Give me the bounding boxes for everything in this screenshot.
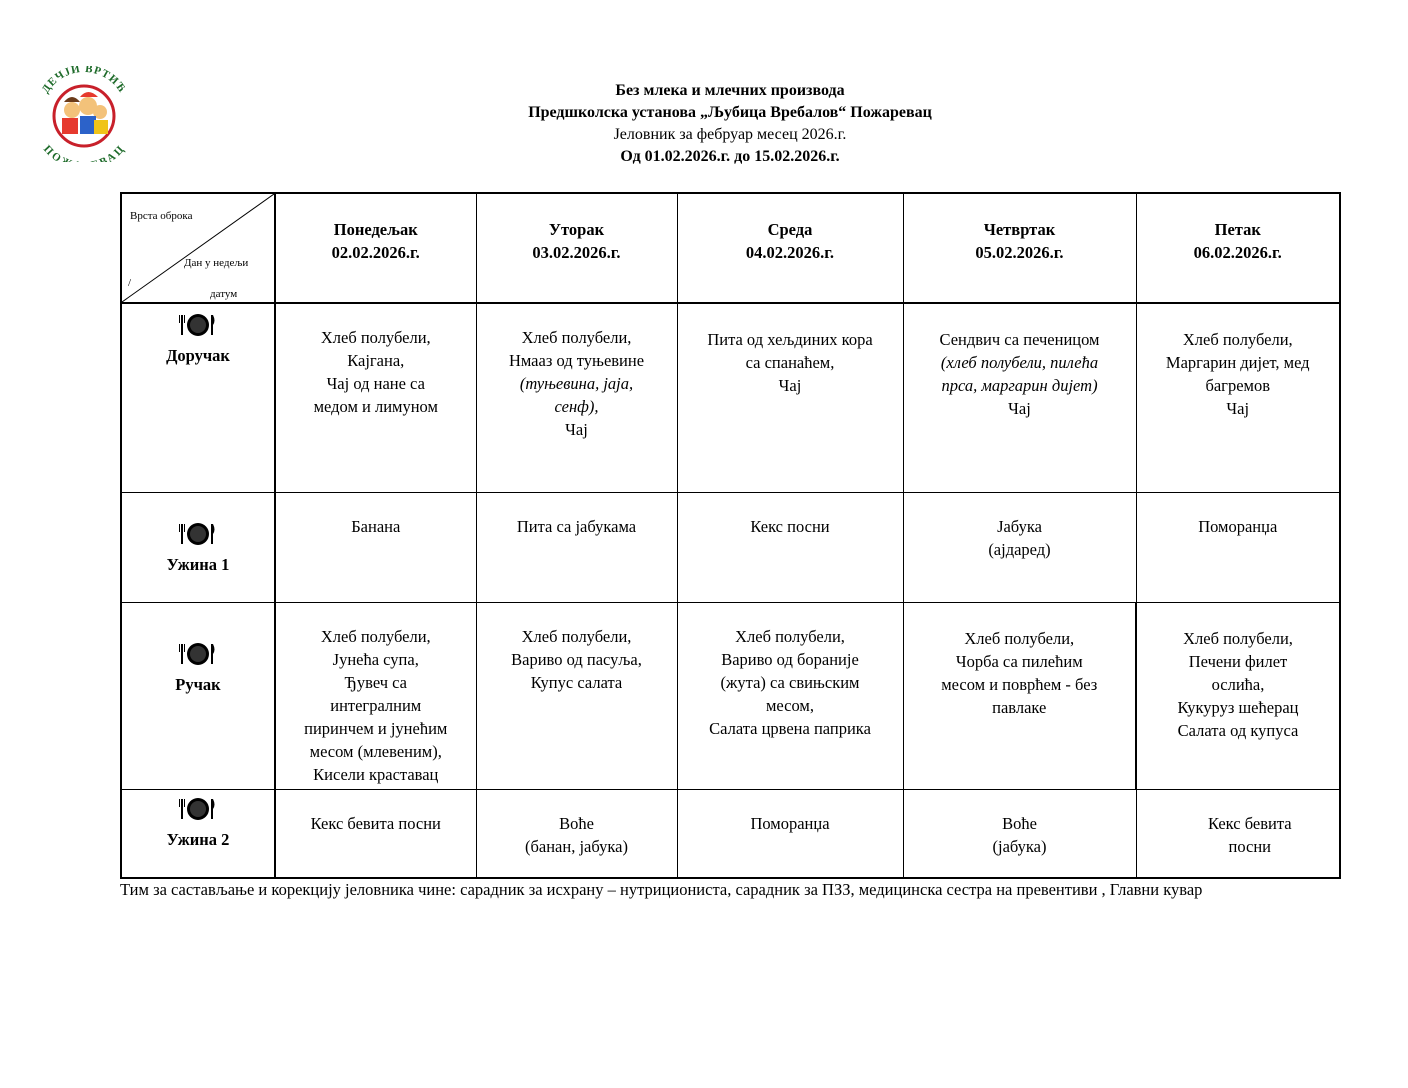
breakfast-friday: Хлеб полубели, Маргарин дијет, мед багремов Чај — [1136, 303, 1340, 492]
plate-cutlery-icon — [178, 796, 218, 822]
meal-label-snack-2: Ужина 2 — [121, 789, 275, 878]
breakfast-wednesday: Пита од хељдиних кора са спанаћем, Чај — [677, 303, 903, 492]
snack2-wednesday: Поморанџа — [677, 789, 903, 878]
header-institution: Предшколска установа „Љубица Вребалов“ Пожаревац — [528, 104, 932, 121]
snack2-friday: Кекс бевита посни — [1136, 789, 1340, 878]
day-header-monday: Понедељак 02.02.2026.г. — [275, 193, 476, 303]
snack2-tuesday: Воће (банан, јабука) — [476, 789, 677, 878]
plate-cutlery-icon — [178, 521, 218, 547]
snack2-thursday: Воће (јабука) — [903, 789, 1136, 878]
corner-meal-type: Врста оброка — [130, 210, 193, 222]
meal-label-breakfast: Доручак — [121, 303, 275, 492]
meal-row-snack-2 — [121, 789, 1340, 878]
day-header-wednesday: Среда 04.02.2026.г. — [677, 193, 903, 303]
header-diet-title: Без млека и млечних производа — [615, 82, 845, 99]
snack1-wednesday: Кекс посни — [677, 492, 903, 602]
corner-date: датум — [210, 288, 238, 300]
snack1-thursday: Јабука (ајдаред) — [903, 492, 1136, 602]
meal-label-snack-1: Ужина 1 — [121, 492, 275, 602]
menu-table — [120, 192, 1341, 879]
day-header-tuesday: Уторак 03.02.2026.г. — [476, 193, 677, 303]
snack2-monday: Кекс бевита посни — [275, 789, 476, 878]
kindergarten-logo — [28, 66, 140, 162]
corner-slash: / — [128, 277, 132, 289]
logo-bottom-text: ПО ВАЦ — [40, 143, 128, 162]
meal-row-snack-1 — [121, 492, 1340, 602]
lunch-friday: Хлеб полубели, Печени филет ослића, Кукуруз шећерац Салата од купуса — [1136, 602, 1340, 789]
meal-row-breakfast — [121, 303, 1340, 492]
corner-header-cell — [121, 193, 275, 303]
header-date-range: Од 01.02.2026.г. до 15.02.2026.г. — [620, 148, 840, 165]
corner-day-of-week: Дан у недељи — [184, 257, 249, 269]
breakfast-thursday: Сендвич са печеницом (хлеб полубели, пилећа прса, маргарин дијет) Чај — [903, 303, 1136, 492]
day-header-thursday: Четвртак 05.02.2026.г. — [903, 193, 1136, 303]
breakfast-monday: Хлеб полубели, Кајгана, Чај од нане са медом и лимуном — [275, 303, 476, 492]
meal-row-lunch — [121, 602, 1340, 789]
snack1-friday: Поморанџа — [1136, 492, 1340, 602]
lunch-monday: Хлеб полубели, Јунећа супа, Ђувеч са интегралним пиринчем и јунећим месом (млевеним), Кисели краставац — [275, 602, 476, 789]
day-header-friday: Петак 06.02.2026.г. — [1136, 193, 1340, 303]
document-header — [380, 80, 1080, 168]
breakfast-tuesday: Хлеб полубели, Нмааз од туњевине (туњевина, јаја, сенф), Чај — [476, 303, 677, 492]
logo-top-text: ДЕЧЈИ ВРТИЋ — [39, 66, 129, 96]
plate-cutlery-icon — [178, 312, 218, 338]
lunch-thursday: Хлеб полубели, Чорба са пилећим месом и поврћем - без павлаке — [903, 602, 1136, 789]
footer-team-note: Тим за састављање и корекцију јеловника чине: сарадник за исхрану – нутрициониста, сарадник за ПЗЗ, медицинска сестра на превентиви , Главни кувар — [120, 880, 1203, 899]
lunch-tuesday: Хлеб полубели, Вариво од пасуља, Купус салата — [476, 602, 677, 789]
plate-cutlery-icon — [178, 641, 218, 667]
header-menu-month: Јеловник за фебруар месец 2026.г. — [613, 126, 847, 143]
snack1-monday: Банана — [275, 492, 476, 602]
snack1-tuesday: Пита са јабукама — [476, 492, 677, 602]
lunch-wednesday: Хлеб полубели, Вариво од боранијe (жута) са свињским месом, Салата црвена паприка — [677, 602, 903, 789]
meal-label-lunch: Ручак — [121, 602, 275, 789]
